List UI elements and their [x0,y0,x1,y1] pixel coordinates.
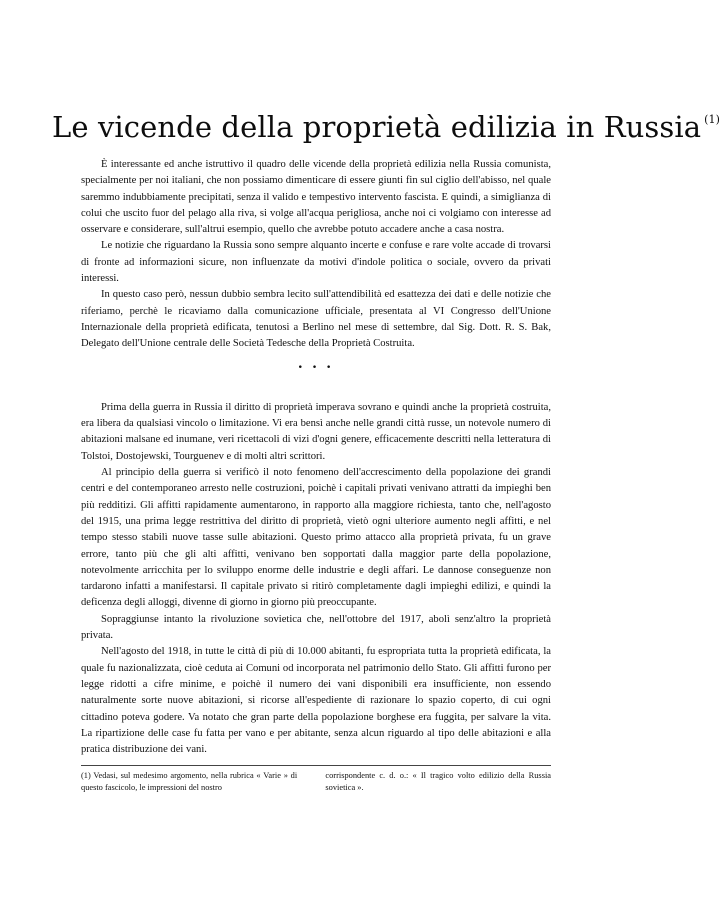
main-paragraph-1: Prima della guerra in Russia il diritto di proprietà imperava sovrano e quindi anche la proprietà costruita, era libera da qualsiasi vincolo o limitazione. Vi era bensì anche nelle grandi città russe, un notevole numero di abitazioni malsane ed inumane, veri ricettacoli di vizi d'ogni genere, efficacemente descritti nella letteratura di Tolstoi, Dostojewski, Tourguenev e di molti altri scrittori. [81,401,551,462]
section-separator: • • • [297,362,335,373]
footnote-ref: (1) [704,113,720,126]
intro-paragraph-1: È interessante ed anche istruttivo il quadro delle vicende della proprietà edilizia nella Russia comunista, specialmente per noi italiani, che non possiamo dimenticare di essere giunti fin sul ciglio dell'abisso, nel quale saremmo indubbiamente precipitati, senza il valido e tempestivo intervento fascista. E quindi, a simiglianza di colui che uscito fuor del pelago alla riva, si volge all'acqua perigliosa, anche noi ci volgiamo con interesse ad osservare e considerare, sull'altrui esempio, quello che avrebbe potuto accadere anche a casa nostra. [81,159,551,236]
main-paragraph-3: Sopraggiunse intanto la rivoluzione sovietica che, nell'ottobre del 1917, abolì senz'altro la proprietà privata. [81,613,551,642]
article-title [52,110,720,144]
article-title-text: Le vicende della proprietà edilizia in Russia [52,110,702,144]
footnote [81,765,551,794]
main-paragraph-4: Nell'agosto del 1918, in tutte le città di più di 10.000 abitanti, fu espropriata tutta la proprietà edificata, la quale fu nazionalizzata, cioè ceduta ai Comuni od incorporata nel patrimonio dello Stato. Gli affitti furono per legge ridotti a cifre minime, e poichè il numero dei vani disponibili era insufficiente, non essendo naturalmente sorte nuove abitazioni, si ricorse all'espediente di razionare lo spazio coperto, di cui ogni cittadino poteva godere. Va notato che gran parte della popolazione borghese era fuggita, per salvare la vita. La ripartizione delle case fu fatta per vano e per abitante, senza alcun riguardo al tipo delle abitazioni e alla pratica distribuzione dei vani. [81,646,551,756]
intro-paragraph-2: Le notizie che riguardano la Russia sono sempre alquanto incerte e confuse e rare volte accade di trovarsi di fronte ad informazioni sicure, non influenzate da motivi d'indole politica o sociale, ovvero da privati interessi. [81,240,551,285]
footnote-right: corrispondente c. d. o.: « Il tragico volto edilizio della Russia sovietica ». [325,771,551,792]
intro-paragraph-3: In questo caso però, nessun dubbio sembra lecito sull'attendibilità ed esattezza dei dati e delle notizie che riferiamo, perchè le ricaviamo dalla comunicazione ufficiale, presentata al VI Congresso dell'Unione Internazionale della proprietà edificata, tenutosi a Berlino nel mese di settembre, dal Sig. Dott. R. S. Bak, Delegato dell'Unione centrale delle Società Tedesche della Proprietà Costruita. [81,289,551,350]
article-body [81,157,551,758]
main-paragraph-2: Al principio della guerra si verificò il noto fenomeno dell'accrescimento della popolazione dei grandi centri e del contemporaneo arresto nelle costruzioni, poichè i capitali privati venivano attratti da impieghi ben più redditizi. Gli affitti rapidamente aumentarono, in rapporto alla maggiore richiesta, tanto che, nell'agosto del 1915, una prima legge restrittiva del diritto di proprietà, vietò ogni ulteriore aumento negli affitti, e nel tempo stesso stabilì nuove tasse sulle abitazioni. Questo primo attacco alla proprietà privata, fu un grave errore, tanto più che gli alti affitti, venivano ben sopportati dalla maggior parte della popolazione, notevolmente arricchita per lo sviluppo enorme delle industrie e degli affari. Le dannose conseguenze non tardarono infatti a manifestarsi. Il capitale privato si ritirò completamente dagli impieghi edilizi, e quindi la deficenza degli alloggi, divenne di giorno in giorno più preoccupante. [81,467,551,609]
footnote-left: (1) Vedasi, sul medesimo argomento, nella rubrica « Varie » di questo fascicolo, le impressioni del nostro [81,771,298,792]
